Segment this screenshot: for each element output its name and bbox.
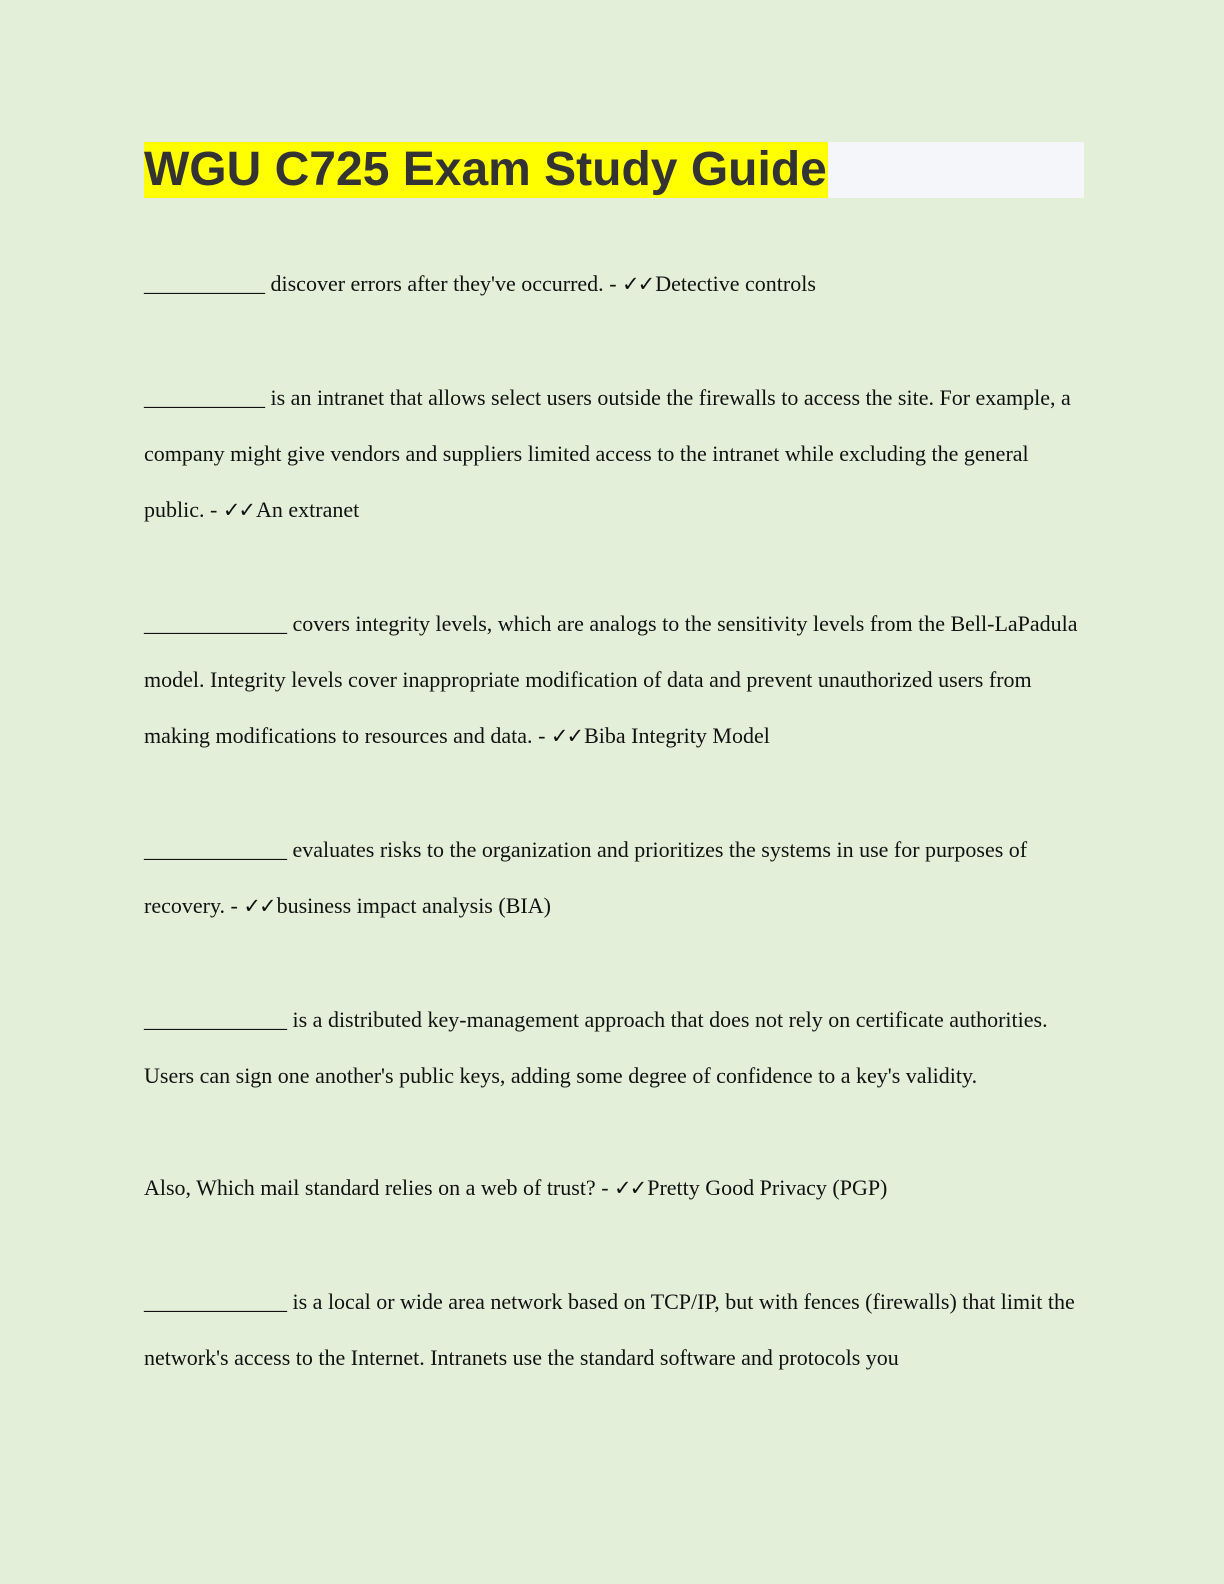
qa-item [144,992,1084,1104]
question-text: is an intranet that allows select users outside the firewalls to access the site. For example, a company might give vendors and suppliers limited access to the intranet while excluding the general public. [144,385,1071,522]
qa-item [144,1274,1084,1386]
answer-blank: _____________ [144,611,287,636]
separator: - [225,893,244,918]
document-page [144,142,1084,1386]
question-text: is a local or wide area network based on TCP/IP, but with fences (firewalls) that limit the network's access to the Internet. Intranets use the standard software and protocols you [144,1289,1075,1370]
answer-text: Pretty Good Privacy (PGP) [647,1175,888,1200]
double-check-icon: ✓✓ [614,1176,646,1200]
answer-text: Biba Integrity Model [584,723,770,748]
separator: - [595,1175,615,1200]
separator: - [204,497,223,522]
page-title: WGU C725 Exam Study Guide [144,143,827,196]
question-text: is a distributed key-management approach that does not rely on certificate authorities. Users can sign one another's public keys, adding some degree of confidence to a key's validity. [144,1007,1048,1088]
separator: - [532,723,551,748]
qa-item [144,1160,1084,1216]
question-text: Also, Which mail standard relies on a web of trust? [144,1175,596,1200]
answer-blank: ___________ [144,385,265,410]
answer-blank: ___________ [144,271,265,296]
double-check-icon: ✓✓ [550,724,583,748]
separator: - [603,271,623,296]
answer-text: business impact analysis (BIA) [276,893,551,918]
qa-item [144,596,1084,764]
question-text: evaluates risks to the organization and prioritizes the systems in use for purposes of recovery. [144,837,1028,918]
answer-text: Detective controls [655,271,816,296]
qa-item [144,822,1084,934]
qa-item [144,256,1084,312]
double-check-icon: ✓✓ [243,894,275,918]
double-check-icon: ✓✓ [622,272,654,296]
answer-blank: _____________ [144,1007,287,1032]
answer-blank: _____________ [144,1289,287,1314]
question-text: covers integrity levels, which are analogs to the sensitivity levels from the Bell-LaPadula model. Integrity levels cover inappropriate modification of data and prevent unauthorized users from making modifications to resources and data. [144,611,1078,748]
qa-item [144,370,1084,538]
answer-blank: _____________ [144,837,287,862]
question-text: discover errors after they've occurred. [265,271,604,296]
title-banner [144,142,1084,198]
double-check-icon: ✓✓ [222,498,255,522]
answer-text: An extranet [256,497,360,522]
